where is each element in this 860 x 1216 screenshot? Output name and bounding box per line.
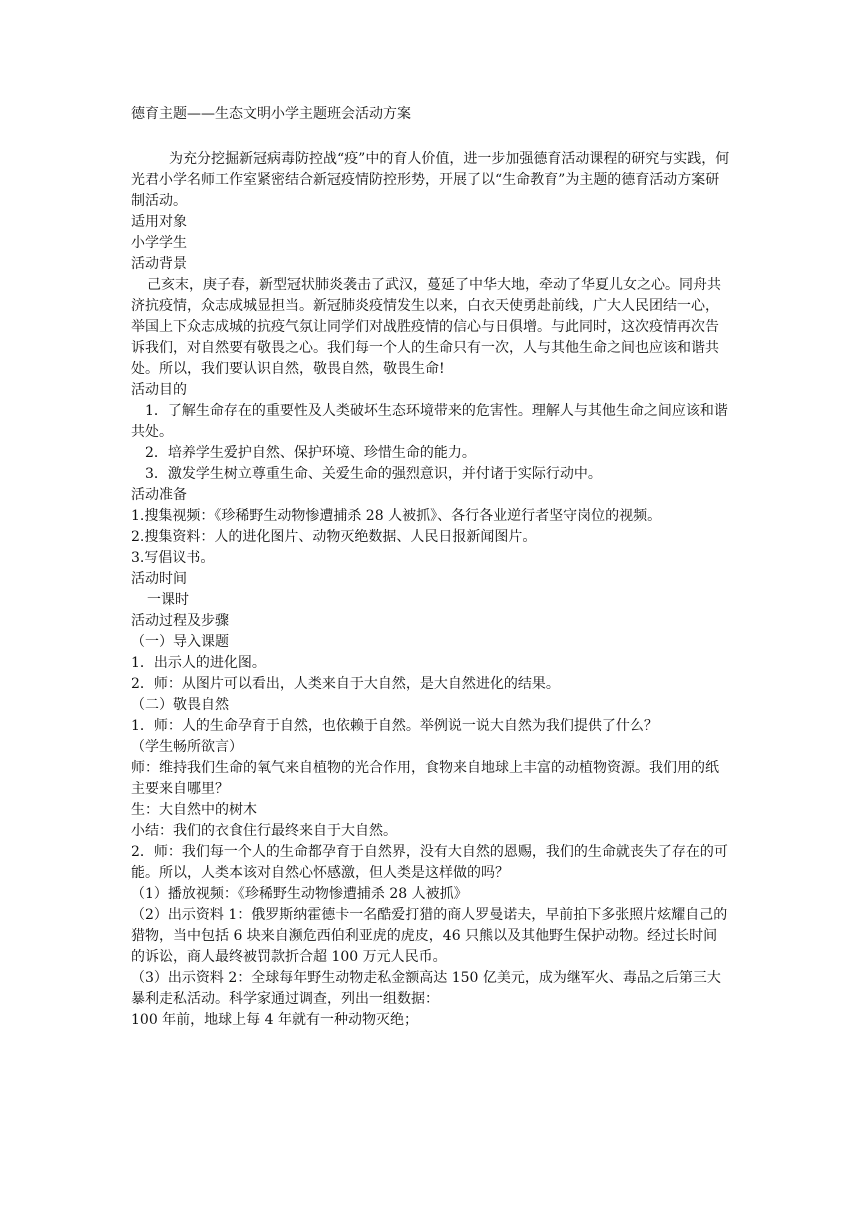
section2-line: 2．师：我们每一个人的生命都孕育于自然界，没有大自然的恩赐，我们的生命就丧失了存在的可能。所以，人类本该对自然心怀感激，但人类是这样做的吗？ <box>131 844 728 881</box>
section2-line: （1）播放视频：《珍稀野生动物惨遭捕杀 28 人被抓》 <box>131 886 468 902</box>
time-value: 一课时 <box>147 592 189 608</box>
process-heading: 活动过程及步骤 <box>131 613 229 629</box>
section2-line: （学生畅所欲言） <box>131 739 243 755</box>
section2-heading: （二）敬畏自然 <box>131 697 229 713</box>
section2-line: （3）出示资料 2：全球每年野生动物走私金额高达 150 亿美元，成为继军火、毒品之后第三大暴利走私活动。科学家通过调查，列出一组数据： <box>131 970 721 1007</box>
section2-line: （2）出示资料 1：俄罗斯纳霍德卡一名酷爱打猎的商人罗曼诺夫，早前拍下多张照片炫耀自己的猎物，当中包括 6 块来自濒危西伯利亚虎的虎皮，46 只熊以及其他野生保护动物。经过长时间的诉讼，商人最终被罚款折合超 100 万元人民币。 <box>131 907 728 965</box>
prep-item: 3.写倡议书。 <box>131 550 215 566</box>
document-title: 德育主题——生态文明小学主题班会活动方案 <box>131 106 411 122</box>
prep-item: 2.搜集资料：人的进化图片、动物灭绝数据、人民日报新闻图片。 <box>131 529 537 545</box>
section1-item: 1．出示人的进化图。 <box>131 655 266 671</box>
time-heading: 活动时间 <box>131 571 187 587</box>
background-heading: 活动背景 <box>131 256 187 272</box>
purpose-item: 2．培养学生爱护自然、保护环境、珍惜生命的能力。 <box>145 445 476 461</box>
intro-paragraph: 为充分挖掘新冠病毒防控战“疫”中的育人价值，进一步加强德育活动课程的研究与实践，何光君小学名师工作室紧密结合新冠疫情防控形势，开展了以“生命教育”为主题的德育活动方案研制活动。 <box>131 151 730 209</box>
section2-line: 生：大自然中的树木 <box>131 802 257 818</box>
section1-item: 2．师：从图片可以看出，人类来自于大自然，是大自然进化的结果。 <box>131 676 560 692</box>
section1-heading: （一）导入课题 <box>131 634 229 650</box>
purpose-heading: 活动目的 <box>131 382 187 398</box>
purpose-item: 3．激发学生树立尊重生命、关爱生命的强烈意识，并付诸于实际行动中。 <box>145 466 602 482</box>
document-page <box>131 104 731 1031</box>
prep-heading: 活动准备 <box>131 487 187 503</box>
background-paragraph: 己亥末，庚子春，新型冠状肺炎袭击了武汉，蔓延了中华大地，牵动了华夏儿女之心。同舟共济抗疫情，众志成城显担当。新冠肺炎疫情发生以来，白衣天使勇赴前线，广大人民团结一心，举国上下众志成城的抗疫气氛让同学们对战胜疫情的信心与日俱增。与此同时，这次疫情再次告诉我们，对自然要有敬畏之心。我们每一个人的生命只有一次，人与其他生命之间也应该和谐共处。所以，我们要认识自然，敬畏自然，敬畏生命! <box>131 277 721 377</box>
target-value: 小学学生 <box>131 235 187 251</box>
section2-line: 100 年前，地球上每 4 年就有一种动物灭绝； <box>131 1012 418 1028</box>
purpose-item: 1．了解生命存在的重要性及人类破坏生态环境带来的危害性。理解人与其他生命之间应该和谐共处。 <box>131 403 728 440</box>
section2-line: 小结：我们的衣食住行最终来自于大自然。 <box>131 823 397 839</box>
prep-item: 1.搜集视频：《珍稀野生动物惨遭捕杀 28 人被抓》、各行各业逆行者坚守岗位的视频。 <box>131 508 662 524</box>
section2-line: 1．师：人的生命孕育于自然，也依赖于自然。举例说一说大自然为我们提供了什么？ <box>131 718 658 734</box>
target-heading: 适用对象 <box>131 214 187 230</box>
section2-line: 师：维持我们生命的氧气来自植物的光合作用，食物来自地球上丰富的动植物资源。我们用的纸主要来自哪里？ <box>131 760 719 797</box>
